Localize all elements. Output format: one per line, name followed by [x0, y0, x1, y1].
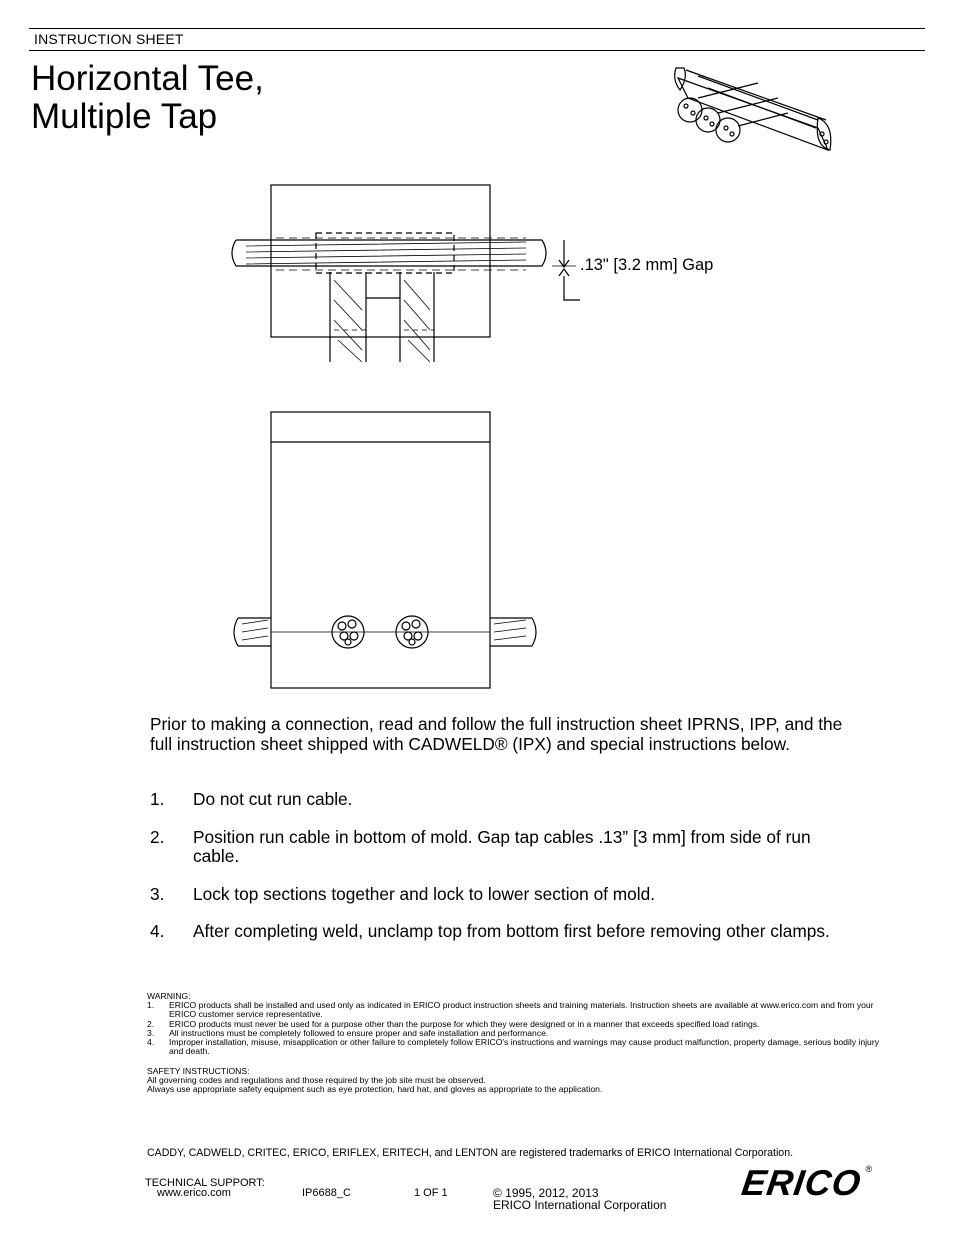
instruction-steps: [150, 790, 850, 960]
product-thumbnail-image: [668, 58, 840, 158]
warning-item: 4. Improper installation, misuse, misapplication or other failure to completely follow ERICO's instructions and warnings may cause product malfunction, property damage, serious bodily injury and death.: [147, 1037, 879, 1057]
copyright: © 1995, 2012, 2013: [493, 1186, 599, 1200]
support-link[interactable]: www.erico.com: [157, 1187, 231, 1199]
header-bottom-rule: [29, 50, 925, 51]
page-title: [31, 60, 264, 136]
warning-item: 1. ERICO products shall be installed and used only as indicated in ERICO product instruction sheets and training materials. Instruction sheets are available at www.erico.com and from your ERICO customer service representative.: [147, 1000, 874, 1020]
header-top-rule: [29, 28, 925, 29]
step-item: [150, 790, 850, 810]
mold-side-view-outline: [271, 412, 490, 688]
safety-section: [147, 1067, 887, 1095]
warning-section: [147, 992, 887, 1056]
logo-wordmark: ERICO: [739, 1162, 864, 1203]
warning-item: 3. All instructions must be completely followed to ensure proper and safe installation and performance.: [147, 1027, 549, 1038]
step-number: 1.: [150, 789, 165, 809]
step-item: [150, 828, 850, 867]
step-text: Lock top sections together and lock to lower section of mold.: [193, 883, 656, 904]
document-code: IP6688_C: [302, 1187, 351, 1199]
company-name: ERICO International Corporation: [493, 1198, 667, 1212]
step-number: 3.: [150, 883, 165, 904]
trademark-notice: CADDY, CADWELD, CRITEC, ERICO, ERIFLEX, ERITECH, and LENTON are registered trademarks of ERICO International Corporation.: [147, 1147, 794, 1159]
step-item: [150, 922, 850, 942]
tech-support-label: TECHNICAL SUPPORT:: [145, 1177, 265, 1189]
step-number: 4.: [150, 921, 165, 941]
title-line-2: Multiple Tap: [31, 97, 218, 136]
intro-paragraph: Prior to making a connection, read and follow the full instruction sheet IPRNS, IPP, and the full instruction sheet shipped with CADWELD® (IPX) and special instructions below.: [150, 714, 843, 754]
step-text: Do not cut run cable.: [193, 789, 353, 809]
registered-mark: ®: [865, 1164, 873, 1174]
step-number: 2.: [150, 826, 165, 847]
safety-line: All governing codes and regulations and those required by the job site must be observed.: [147, 1075, 486, 1086]
sheet-type-label: INSTRUCTION SHEET: [34, 31, 184, 47]
safety-line: Always use appropriate safety equipment such as eye protection, hard hat, and gloves as appropriate to the application.: [147, 1084, 603, 1095]
title-line-1: Horizontal Tee,: [31, 59, 264, 98]
gap-dimension-label: .13" [3.2 mm] Gap: [580, 256, 714, 274]
step-text: Position run cable in bottom of mold. Gap tap cables .13” [3 mm] from side of run cable.: [193, 826, 811, 866]
step-text: After completing weld, unclamp top from bottom first before removing other clamps.: [193, 921, 830, 941]
step-item: [150, 885, 850, 905]
warning-item: 2. ERICO products must never be used for a purpose other than the purpose for which they were designed or in a manner that exceeds specified load ratings.: [147, 1018, 760, 1029]
warning-heading: WARNING:: [147, 991, 191, 1001]
erico-logo: [739, 1162, 873, 1204]
page-number: 1 OF 1: [414, 1187, 448, 1199]
safety-heading: SAFETY INSTRUCTIONS:: [147, 1066, 250, 1076]
